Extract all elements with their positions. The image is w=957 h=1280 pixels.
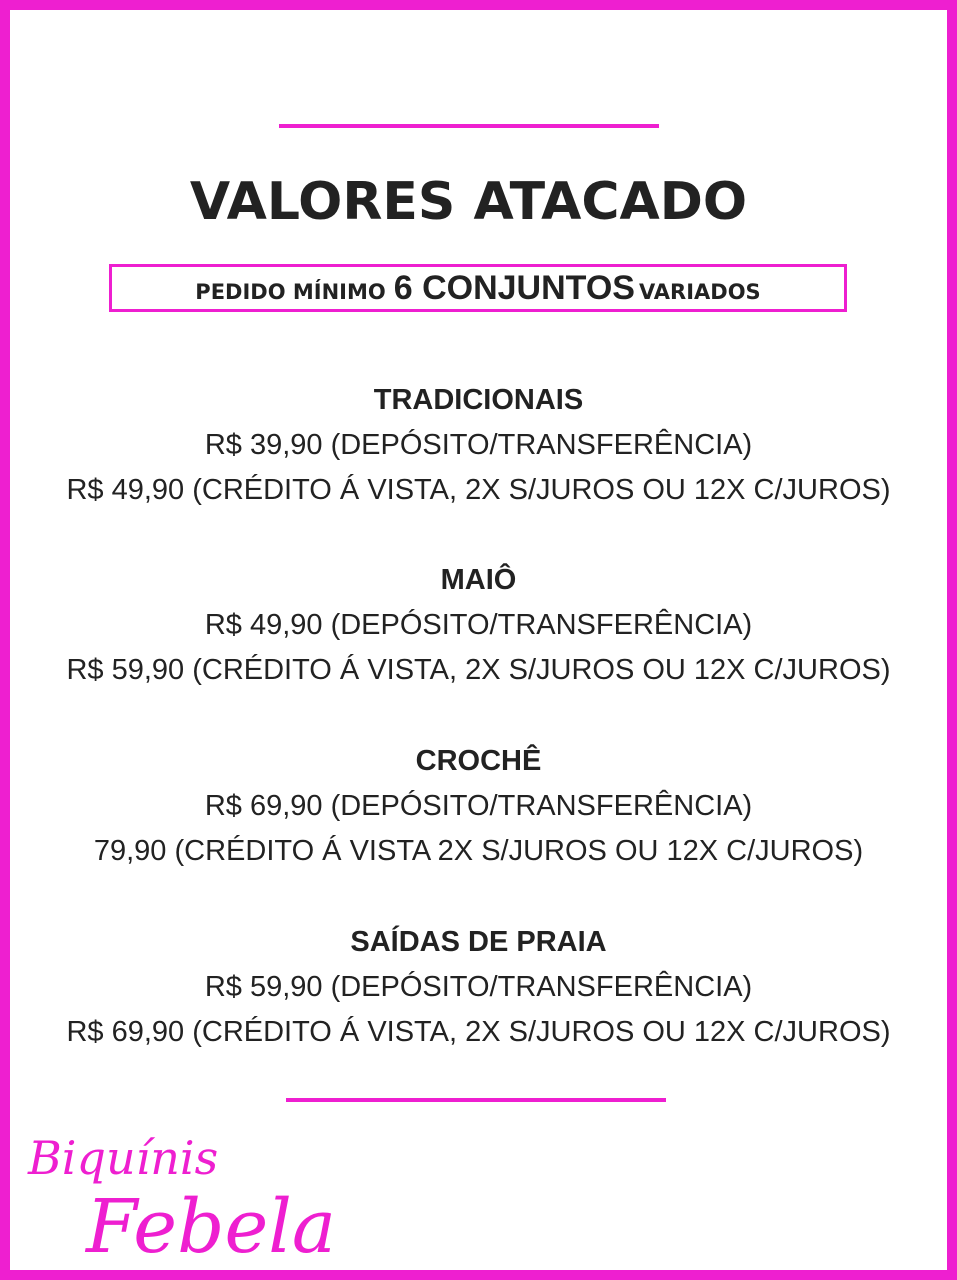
price-line-deposit: R$ 39,90 (DEPÓSITO/TRANSFERÊNCIA) xyxy=(204,429,753,461)
price-line-deposit: R$ 69,90 (DEPÓSITO/TRANSFERÊNCIA) xyxy=(204,790,753,822)
page-title: VALORES ATACADO xyxy=(189,172,748,232)
bottom-divider xyxy=(286,1098,666,1102)
price-line-credit: R$ 69,90 (CRÉDITO Á VISTA, 2X S/JUROS OU 12X C/JUROS) xyxy=(66,1016,891,1048)
section-title: MAIÔ xyxy=(440,564,517,596)
top-divider xyxy=(279,124,659,128)
price-line-credit: R$ 59,90 (CRÉDITO Á VISTA, 2X S/JUROS OU 12X C/JUROS) xyxy=(66,654,891,686)
logo-line-2: Febela xyxy=(86,1184,337,1270)
price-line-credit: R$ 49,90 (CRÉDITO Á VISTA, 2X S/JUROS OU 12X C/JUROS) xyxy=(66,474,891,506)
brand-logo-graphic xyxy=(20,1120,360,1270)
minimum-order-quantity: 6 CONJUNTOS xyxy=(393,269,635,307)
price-line-credit: 79,90 (CRÉDITO Á VISTA 2X S/JUROS OU 12X C/JUROS) xyxy=(93,835,864,867)
price-section-tradicionais xyxy=(10,378,947,513)
logo-line-1: Biquínis xyxy=(28,1131,219,1185)
price-section-maio xyxy=(10,558,947,693)
minimum-order-prefix: PEDIDO MÍNIMO xyxy=(195,280,386,304)
price-section-saidas-de-praia xyxy=(10,920,947,1055)
price-section-croche xyxy=(10,739,947,874)
section-title: SAÍDAS DE PRAIA xyxy=(350,926,607,958)
section-title: TRADICIONAIS xyxy=(373,384,584,416)
brand-logo xyxy=(20,1120,360,1270)
section-title: CROCHÊ xyxy=(415,745,542,777)
minimum-order-box xyxy=(109,264,847,312)
minimum-order-suffix: VARIADOS xyxy=(638,280,761,304)
price-line-deposit: R$ 49,90 (DEPÓSITO/TRANSFERÊNCIA) xyxy=(204,609,753,641)
price-line-deposit: R$ 59,90 (DEPÓSITO/TRANSFERÊNCIA) xyxy=(204,971,753,1003)
